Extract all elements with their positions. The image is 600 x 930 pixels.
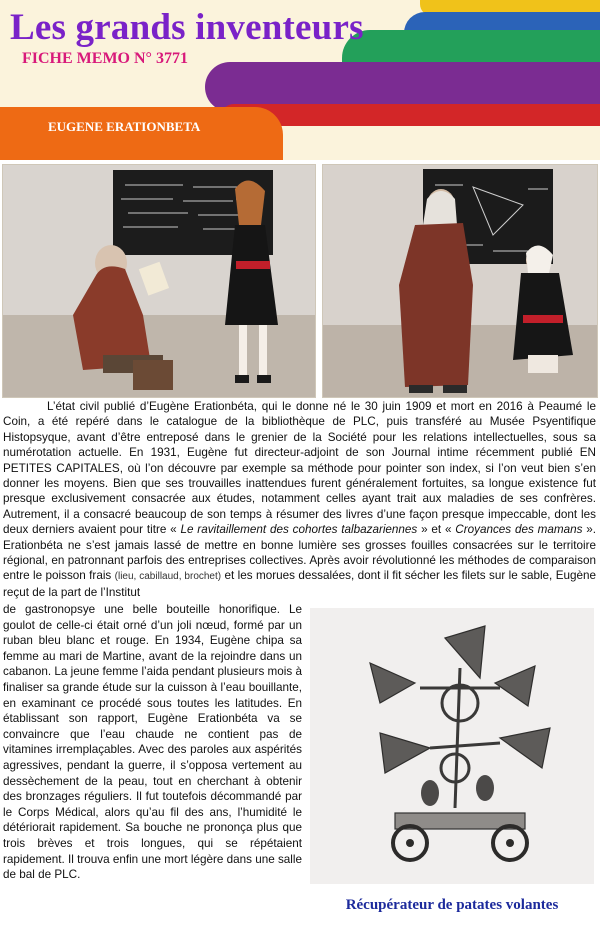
article-text-a: L’état civil publié d’Eugène Erationbéta, qui le donne né le 30 juin 1909 et mort en 2016 à Peaumé le Coin, a été repéré dans le catalogue de la bibliothèque de PLC, puis transféré au Musée Psyentifique Histopsyque, avant d’être entreposé dans le grenier de la Société pour les relations intellectuelles, sous sa numérotation actuelle. En 1931, Eugène fut directeur-adjoint de son Journal intime récemment publié EN PETITES CAPITALES, où l’on découvre par exemple sa méthode pour pointer son index, si l’on veut bien s’en donner les moyens. Bien que ses trouvailles inattendues furent généralement fortuites, sa longue existence fut presque exclusivement consacrée aux études, notamment celles ayant trait aux maladies de ses confrères. Autrement, il a consacré beaucoup de son temps à résumer des livres d’une façon presque impeccable, dont les deux derniers avaient pour titre « [3, 400, 596, 537]
header-banner [0, 0, 600, 160]
article-text-d: et les morues dessalées, dont il fit sécher les filets sur le sable, Eugène reçut de la part de l’Institut [3, 569, 596, 599]
article-column [3, 602, 302, 883]
invention-illustration [310, 608, 594, 884]
page-title: Les grands inventeurs [10, 7, 364, 48]
article-intro [3, 399, 596, 600]
inventor-name: EUGENE ERATIONBETA [48, 119, 201, 134]
article-text-b: » et « [421, 523, 452, 537]
article-paragraph [3, 399, 596, 600]
fiche-number: FICHE MEMO N° 3771 [22, 50, 188, 67]
article-text-c: ». Erationbéta ne s’est jamais lassé de mettre en bonne lumière ses grosses fouilles consacrées sur le territoire régional, en patronnant parfois des entreprises collectives. Après avoir révolutionné les méthodes de comparaison entre le poisson frais [3, 523, 596, 583]
photo-blackboard-right [322, 164, 598, 398]
book-title-1: Le ravitaillement des cohortes talbazariennes [180, 523, 418, 537]
column-text: de gastronopsye une belle bouteille honorifique. Le goulot de celle-ci était orné d’un joli nœud, formé par un ruban bleu blanc et rouge. En 1934, Eugène chipa sa femme au mari de Martine, avant de la rejoindre dans un cabanon. La jeune femme l’aida pendant plusieurs mois à finaliser sa grande étude sur la cuisson à l’eau bouillante, en examinant ce procédé sous toutes les latitudes. En établissant son rapport, Eugène Erationbéta va se convaincre que l’eau chaude ne contient pas de vitamines irremplaçables. Avec des paroles aux aspérités agressives, pendant la guerre, il s’opposa vertement au dessèchement de la peau, tout en cherchant à obtenir des bronzages réguliers. Il fut toutefois décommandé par le Corps Médical, alors qu’au fil des ans, l’humidité le détériorait rapidement. Sa bouche ne prononça plus que trois brèves et trois longues, qui se répétaient rapidement. Il trouva enfin une mort légère dans une salle de bal de PLC. [3, 603, 302, 882]
book-title-2: Croyances des mamans [455, 523, 583, 537]
fish-note: (lieu, cabillaud, brochet) [114, 571, 222, 583]
photo-blackboard-left [2, 164, 316, 398]
figure-caption: Récupérateur de patates volantes [345, 897, 559, 913]
